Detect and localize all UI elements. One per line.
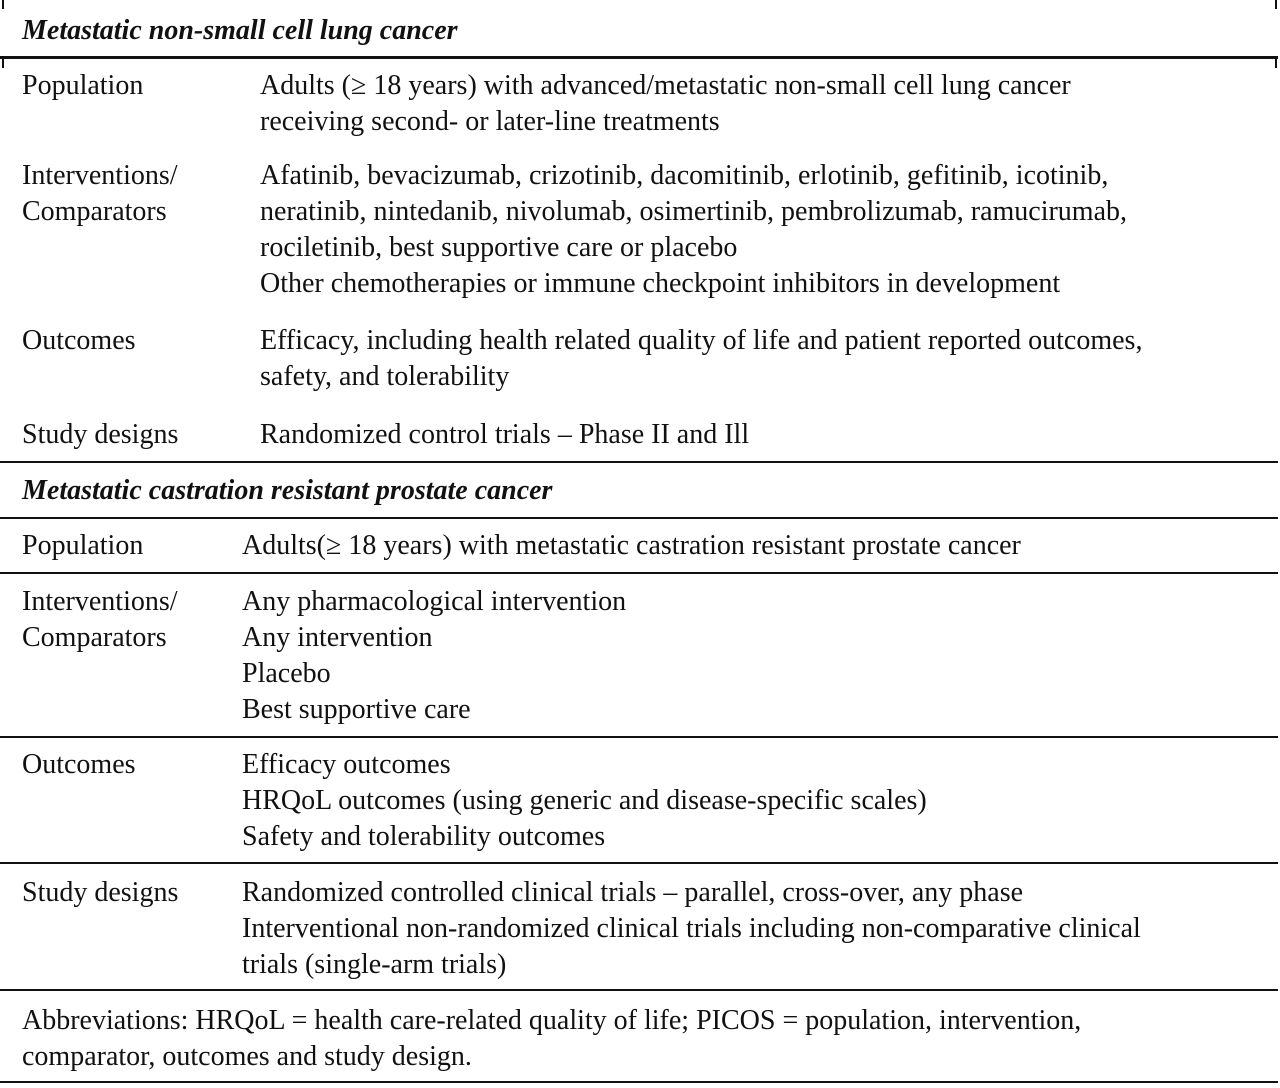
table-bottom-rule [0,989,1278,991]
row-label-outcomes-2: Outcomes [22,749,136,780]
row-label-study-designs-2: Study designs [22,877,179,908]
header-rule-left-tick [2,56,4,68]
row-content-study-designs-2: Randomized controlled clinical trials – parallel, cross-over, any phase Interventional non-randomized clinical trials including non-comparative clinical trials (single-arm trials) [242,877,1141,980]
section-1-header-rule [0,56,1278,59]
section-title-mcrpc: Metastatic castration resistant prostate cancer [22,475,553,506]
section-2-header-rule [0,517,1278,519]
row-label-population: Population [22,70,144,101]
top-left-tick [2,0,4,9]
section-divider [0,461,1278,463]
row-divider-1 [0,572,1278,574]
abbreviations-footnote: Abbreviations: HRQoL = health care-related quality of life; PICOS = population, intervention, comparator, outcomes and study design. [22,1005,1082,1072]
row-label-population-2: Population [22,530,144,561]
row-content-study-designs: Randomized control trials – Phase II and Ill [260,419,750,450]
row-content-population: Adults (≥ 18 years) with advanced/metastatic non-small cell lung cancer receiving second- or later-line treatments [260,70,1071,137]
row-content-interventions: Afatinib, bevacizumab, crizotinib, dacomitinib, erlotinib, gefitinib, icotinib, neratinib, nintedanib, nivolumab, osimertinib, pembrolizumab, ramucirumab, rociletinib, best supportive care or placebo Other chemotherapies or immune checkpoint inhibitors in development [260,160,1128,299]
row-content-population-2: Adults(≥ 18 years) with metastatic castration resistant prostate cancer [242,530,1021,561]
row-label-outcomes: Outcomes [22,325,136,356]
row-label-interventions: Interventions/ Comparators [22,160,178,227]
row-content-outcomes-2: Efficacy outcomes HRQoL outcomes (using generic and disease-specific scales) Safety and tolerability outcomes [242,749,927,852]
row-divider-3 [0,862,1278,864]
row-label-study-designs: Study designs [22,419,179,450]
row-content-outcomes: Efficacy, including health related quality of life and patient reported outcomes, safety, and tolerability [260,325,1143,392]
section-title-nsclc: Metastatic non-small cell lung cancer [22,15,458,46]
row-content-interventions-2: Any pharmacological intervention Any intervention Placebo Best supportive care [242,586,627,725]
row-label-interventions-2: Interventions/ Comparators [22,586,178,653]
top-right-tick [1275,0,1277,9]
footnote-bottom-rule [0,1081,1278,1083]
header-rule-right-tick [1275,56,1277,68]
row-divider-2 [0,736,1278,738]
